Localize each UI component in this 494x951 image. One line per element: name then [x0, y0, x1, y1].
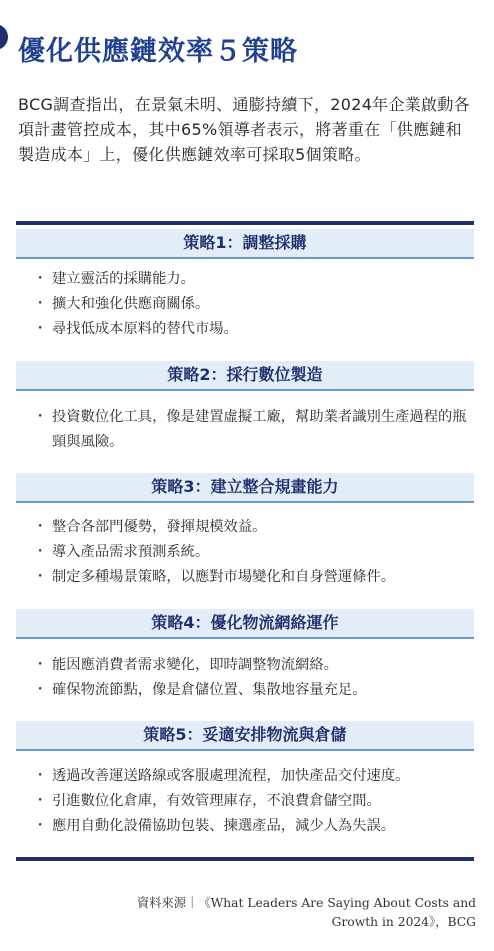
list-item-text: 透過改善運送路線或客服處理流程，加快產品交付速度。: [52, 768, 410, 784]
strategy-box: [16, 221, 474, 861]
strategy-3-heading: 策略3：建立整合規畫能力: [16, 473, 474, 503]
list-item: [16, 565, 474, 590]
list-item-text: 整合各部門優勢，發揮規模效益。: [52, 519, 267, 535]
list-item-text: 導入產品需求預測系統。: [52, 544, 210, 560]
list-item: [16, 653, 474, 678]
box-top-rule: [16, 221, 474, 225]
bullet: ・: [33, 768, 48, 784]
strategy-1-list: [16, 267, 474, 342]
list-item: [16, 515, 474, 540]
bullet: ・: [33, 409, 48, 425]
bullet: ・: [33, 818, 48, 834]
list-item: [16, 267, 474, 292]
box-bottom-rule: [16, 857, 474, 861]
bullet: ・: [33, 569, 48, 585]
list-item: [16, 317, 474, 342]
list-item-text: 應用自動化設備協助包裝、揀選產品，減少人為失誤。: [52, 818, 396, 834]
bullet: ・: [33, 321, 48, 337]
strategy-5-heading: 策略5：妥適安排物流與倉儲: [16, 721, 474, 751]
intro-paragraph: BCG調查指出，在景氣未明、通膨持續下，2024年企業啟動各項計畫管控成本，其中65%領導者表示，將著重在「供應鏈和製造成本」上，優化供應鏈效率可採取5個策略。: [18, 95, 470, 164]
bullet: ・: [33, 682, 48, 698]
list-item: [16, 540, 474, 565]
bullet: ・: [33, 296, 48, 312]
list-item-text: 尋找低成本原料的替代市場。: [52, 321, 238, 337]
bullet: ・: [33, 544, 48, 560]
list-item-text: 建立靈活的採購能力。: [52, 271, 195, 287]
strategy-3-list: [16, 515, 474, 590]
list-item: [16, 678, 474, 703]
list-item: [16, 405, 474, 455]
list-item-text: 確保物流節點，像是倉儲位置、集散地容量充足。: [52, 682, 367, 698]
list-item: [16, 789, 474, 814]
list-item-text: 制定多種場景策略，以應對市場變化和自身營運條件。: [52, 569, 396, 585]
list-item-text: 擴大和強化供應商關係。: [52, 296, 210, 312]
bullet: ・: [33, 657, 48, 673]
list-item-text: 投資數位化工具，像是建置虛擬工廠，幫助業者識別生產過程的瓶頸與風險。: [52, 409, 467, 450]
strategy-4-heading: 策略4：優化物流網絡運作: [16, 609, 474, 639]
source-credit: 資料來源｜《What Leaders Are Saying About Costs and Growth in 2024》，BCG: [136, 896, 476, 929]
list-item: [16, 292, 474, 317]
strategy-4-list: [16, 653, 474, 703]
strategy-2-list: [16, 405, 474, 455]
strategy-5-list: [16, 764, 474, 839]
strategy-2-heading: 策略2：採行數位製造: [16, 361, 474, 391]
strategy-1-heading: 策略1：調整採購: [16, 229, 474, 259]
list-item: [16, 764, 474, 789]
list-item-text: 能因應消費者需求變化，即時調整物流網絡。: [52, 657, 338, 673]
list-item-text: 引進數位化倉庫，有效管理庫存，不浪費倉儲空間。: [52, 793, 381, 809]
bullet: ・: [33, 519, 48, 535]
bullet: ・: [33, 271, 48, 287]
list-item: [16, 814, 474, 839]
bullet: ・: [33, 793, 48, 809]
page-title: 優化供應鏈效率５策略: [18, 36, 298, 68]
section-marker: [0, 24, 8, 50]
